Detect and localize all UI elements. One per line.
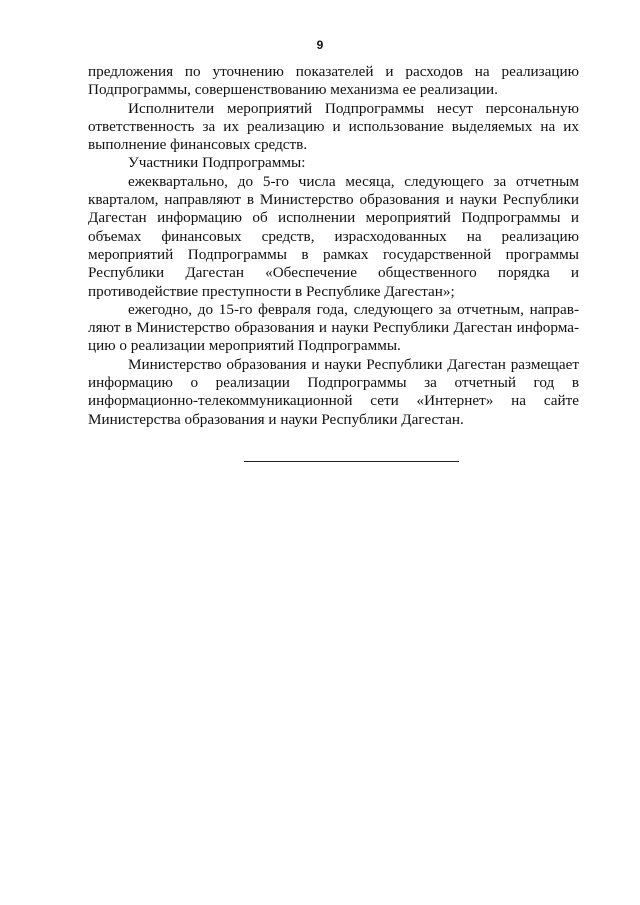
text-line: Министерства образования и науки Республики Дагестан. bbox=[88, 410, 464, 428]
closing-separator-line bbox=[244, 461, 459, 462]
text-line: ежеквартально, до 5-го числа месяца, следующего за отчетным bbox=[128, 172, 579, 190]
text-line: ежегодно, до 15-го февраля года, следующего за отчетным, направ- bbox=[128, 300, 579, 318]
text-line: информационно-телекоммуникационной сети «Интернет» на сайте bbox=[88, 392, 579, 410]
text-line: мероприятий Подпрограммы в рамках государственной программы bbox=[88, 245, 579, 263]
text-line: Дагестан информацию об исполнении мероприятий Подпрограммы и bbox=[88, 209, 579, 227]
text-line: кварталом, направляют в Министерство образования и науки Республики bbox=[88, 191, 579, 209]
text-line: Подпрограммы, совершенствованию механизма ее реализации. bbox=[88, 81, 498, 99]
text-line: Участники Подпрограммы: bbox=[128, 154, 306, 172]
text-line: ответственность за их реализацию и использование выделяемых на их bbox=[88, 117, 579, 135]
text-line: выполнение финансовых средств. bbox=[88, 136, 308, 154]
document-body bbox=[88, 63, 579, 429]
text-line: информацию о реализации Подпрограммы за отчетный год в bbox=[88, 374, 579, 392]
text-line: объемах финансовых средств, израсходованных на реализацию bbox=[88, 227, 579, 245]
text-line: предложения по уточнению показателей и расходов на реализацию bbox=[88, 63, 579, 80]
text-line: ляют в Министерство образования и науки Республики Дагестан информа- bbox=[88, 319, 579, 337]
text-line: Министерство образования и науки Республики Дагестан размещает bbox=[128, 355, 579, 373]
text-line: Республики Дагестан «Обеспечение общественного порядка и bbox=[88, 264, 579, 282]
text-line: цию о реализации мероприятий Подпрограммы. bbox=[88, 337, 401, 355]
text-line: противодействие преступности в Республике Дагестан»; bbox=[88, 282, 455, 300]
text-line: Исполнители мероприятий Подпрограммы несут персональную bbox=[128, 99, 579, 117]
page-number: 9 bbox=[316, 38, 324, 52]
